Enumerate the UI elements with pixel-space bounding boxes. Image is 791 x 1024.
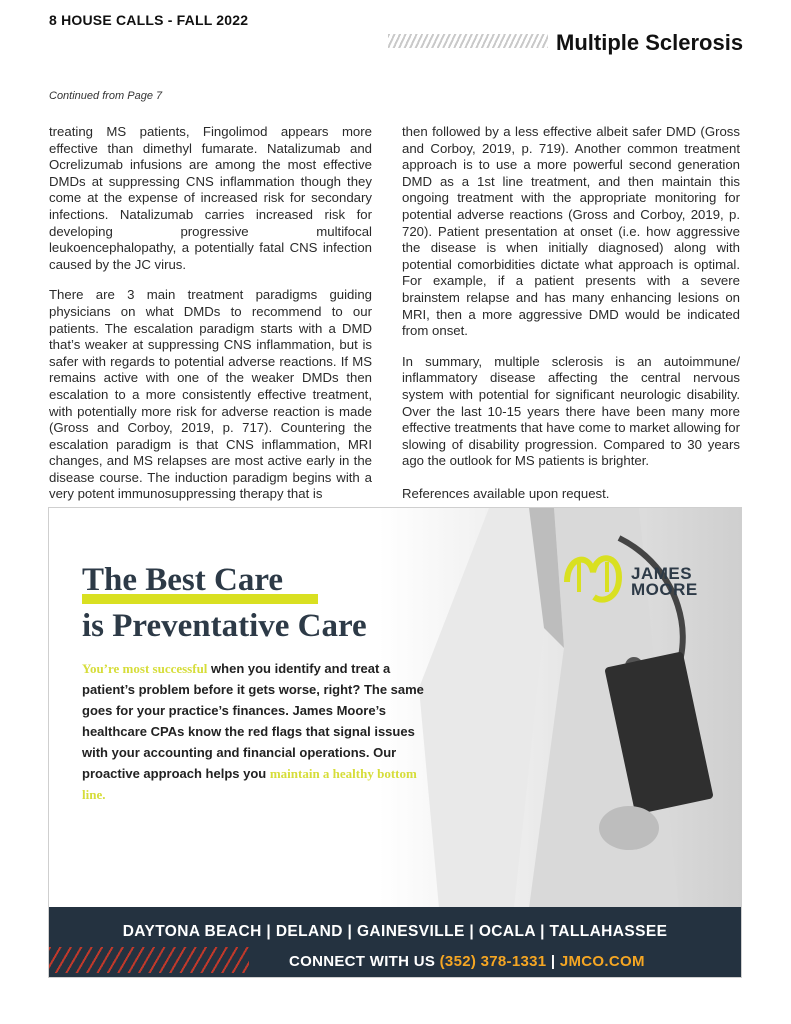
article-paragraph: then followed by a less effective albeit safer DMD (Gross and Corboy, 2019, p. 719). Another common treatment approach is to use a more powerful second generation DMD as a 1st line treatment, and then maintain this ongoing treatment with the appropriate monitoring for potential adverse reactions (Gross and Corboy, 2019, p. 720). Patient presentation at onset (i.e. how aggressive the disease is when initially diagnosed) along with potential comorbidities dictate what approach is optimal. For example, if a patient presents with a severe brainstem relapse and has many enhancing lesions on MRI, then a more aggressive DMD would be indicated from onset.	[402, 124, 740, 339]
office-locations: DAYTONA BEACH | DELAND | GAINESVILLE | OCALA | TALLAHASSEE	[122, 923, 668, 940]
phone-number[interactable]: (352) 378-1331	[439, 953, 547, 970]
article-paragraph: In summary, multiple sclerosis is an autoimmune/ inflammatory disease affecting the central nervous system with potential for significant neurologic disability. Over the last 10-15 years there have been many more effective treatments that have come to market allowing for slowing of disability progression. Compared to 30 years ago the outlook for MS patients is brighter.	[402, 353, 740, 469]
ad-body-accent-end: maintain a healthy bottom line.	[82, 766, 417, 802]
logo-text-line1: JAMES	[631, 564, 693, 583]
references-note: References available upon request.	[402, 485, 610, 501]
section-title: Multiple Sclerosis	[556, 30, 744, 55]
decorative-stripe-bar	[388, 34, 548, 48]
ad-body-main: when you identify and treat a patient’s problem before it gets worse, right? The same goes for your practice’s finances. James Moore’s healthcare CPAs know the red flags that signal issues with your accounting and financial operations. Our proactive approach helps you	[82, 661, 424, 781]
logo-mark-icon	[559, 542, 629, 612]
ad-body-text	[82, 658, 442, 805]
article-column-left	[49, 124, 372, 517]
website-link[interactable]: JMCO.COM	[559, 953, 645, 970]
james-moore-logo	[559, 542, 719, 612]
footer-red-stripes	[49, 947, 249, 973]
ad-headline-line2: is Preventative Care	[82, 608, 367, 644]
connect-line	[289, 953, 645, 970]
ad-footer-band	[49, 907, 741, 977]
logo-text-line2: MOORE	[631, 580, 698, 599]
continued-note: Continued from Page 7	[49, 90, 163, 102]
page-header-label: 8 HOUSE CALLS - FALL 2022	[49, 12, 249, 28]
connect-separator: |	[550, 953, 556, 970]
article-column-right	[402, 124, 740, 516]
advertisement[interactable]	[48, 507, 742, 978]
article-paragraph: There are 3 main treatment paradigms guiding physicians on what DMDs to recommend to our patients. The escalation paradigm starts with a DMD that’s weaker at suppressing CNS inflammation, but is safer with regards to potential adverse reactions. If MS remains active with one of the weaker DMDs then escalation to a more consistently effective treatment, with potentially more risk for adverse reaction is made (Gross and Corboy, 2019, p. 717). Countering the escalation paradigm is that CNS inflammation, MRI changes, and MS relapses are most active early in the disease course. The induction paradigm begins with a very potent immunosuppressing therapy that is	[49, 287, 372, 502]
ad-body-accent-start: You’re most successful	[82, 661, 208, 676]
logo-text	[631, 566, 698, 598]
ad-headline-line1: The Best Care	[82, 562, 284, 598]
article-paragraph: treating MS patients, Fingolimod appears more effective than dimethyl fumarate. Natalizumab and Ocrelizumab infusions are among the most effective DMDs at suppressing CNS inflammation though they come at the expense of increased risk for secondary infections. Natalizumab carries increased risk for developing progressive multifocal leukoencephalopathy, a potentially fatal CNS infection caused by the JC virus.	[49, 124, 372, 272]
connect-label: CONNECT WITH US	[289, 953, 436, 970]
